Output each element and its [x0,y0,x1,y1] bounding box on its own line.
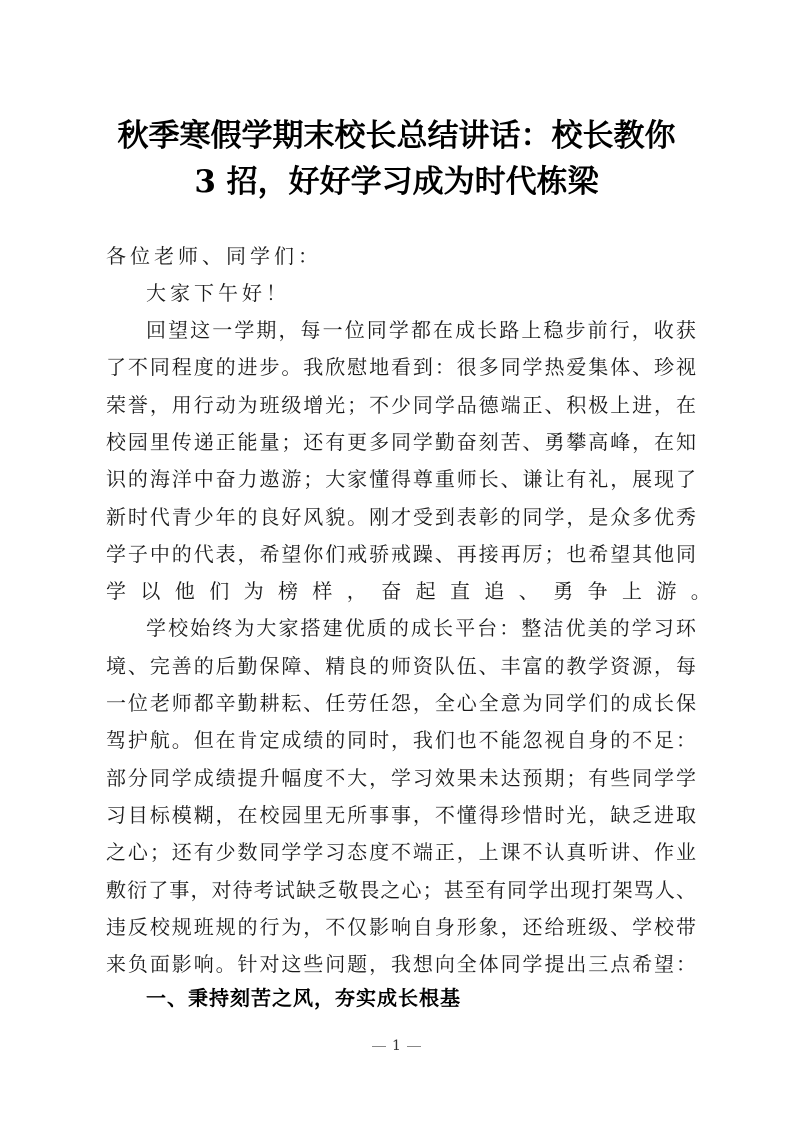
footer-dash-left [372,1046,386,1047]
body-line: 新 时 代 青 少 年 的 良 好 风 貌 。 刚 才 受 到 表 彰 的 同 学 ， 是 众 多 优 秀 [106,504,696,529]
body-line: 敷 衍 了 事 ， 对 待 考 试 缺 乏 敬 畏 之 心 ； 甚 至 有 同 学 出 现 打 架 骂 人 、 [106,877,696,902]
page-footer [0,1038,793,1054]
body-line: 部 分 同 学 成 绩 提 升 幅 度 不 大 ， 学 习 效 果 未 达 预 期 ； 有 些 同 学 学 [106,765,696,790]
footer-dash-right [407,1046,421,1047]
body-line: 学以他们为榜样，奋起直追、勇争上游。 [106,579,726,604]
document-title-line-2: 3 招，好好学习成为时代栋梁 [194,164,599,200]
body-line: 来 负 面 影 响 。 针 对 这 些 问 题 ， 我 想 向 全 体 同 学 提 出 三 点 希 望 ： [106,952,696,977]
body-line: 荣 誉 ， 用 行 动 为 班 级 增 光 ； 不 少 同 学 品 德 端 正 、 积 极 上 进 ， 在 [106,392,696,417]
body-line: 一 位 老 师 都 辛 勤 耕 耘 、 任 劳 任 怨 ， 全 心 全 意 为 同 学 们 的 成 长 保 [106,691,696,715]
body-line: 学 子 中 的 代 表 ， 希 望 你 们 戒 骄 戒 躁 、 再 接 再 厉 ； 也 希 望 其 他 同 [106,541,696,566]
body-line: 识 的 海 洋 中 奋 力 遨 游 ； 大 家 懂 得 尊 重 师 长 、 谦 让 有 礼 ， 展 现 了 [106,467,696,492]
body-line: 境 、 完 善 的 后 勤 保 障 、 精 良 的 师 资 队 伍 、 丰 富 的 教 学 资 源 ， 每 [106,653,696,678]
page-number: 1 [392,1038,401,1054]
body-line: 习 目 标 模 糊 ， 在 校 园 里 无 所 事 事 ， 不 懂 得 珍 惜 时 光 ， 缺 乏 进 取 [106,802,696,827]
greeting: 大家下午好！ [146,281,290,305]
document-title-line-1: 秋季寒假学期末校长总结讲话：校长教你 [117,118,676,154]
body-line: 之 心 ； 还 有 少 数 同 学 学 习 态 度 不 端 正 ， 上 课 不 认 真 听 讲 、 作 业 [106,840,696,865]
body-line: 驾 护 航 。 但 在 肯 定 成 绩 的 同 时 ， 我 们 也 不 能 忽 视 自 身 的 不 足 ： [106,728,696,753]
body-line: 校 园 里 传 递 正 能 量 ； 还 有 更 多 同 学 勤 奋 刻 苦 、 勇 攀 高 峰 ， 在 知 [106,429,696,454]
section-heading: 一、秉持刻苦之风，夯实成长根基 [146,986,461,1010]
body-line: 违 反 校 规 班 规 的 行 为 ， 不 仅 影 响 自 身 形 象 ， 还 给 班 级 、 学 校 带 [106,914,696,939]
body-line: 学 校 始 终 为 大 家 搭 建 优 质 的 成 长 平 台 ： 整 洁 优 美 的 学 习 环 [146,616,696,641]
body-line: 回 望 这 一 学 期 ， 每 一 位 同 学 都 在 成 长 路 上 稳 步 前 行 ， 收 获 [146,318,696,342]
salutation: 各位老师、同学们： [106,244,322,268]
body-line: 了 不 同 程 度 的 进 步 。 我 欣 慰 地 看 到 ： 很 多 同 学 热 爱 集 体 、 珍 视 [106,355,696,380]
